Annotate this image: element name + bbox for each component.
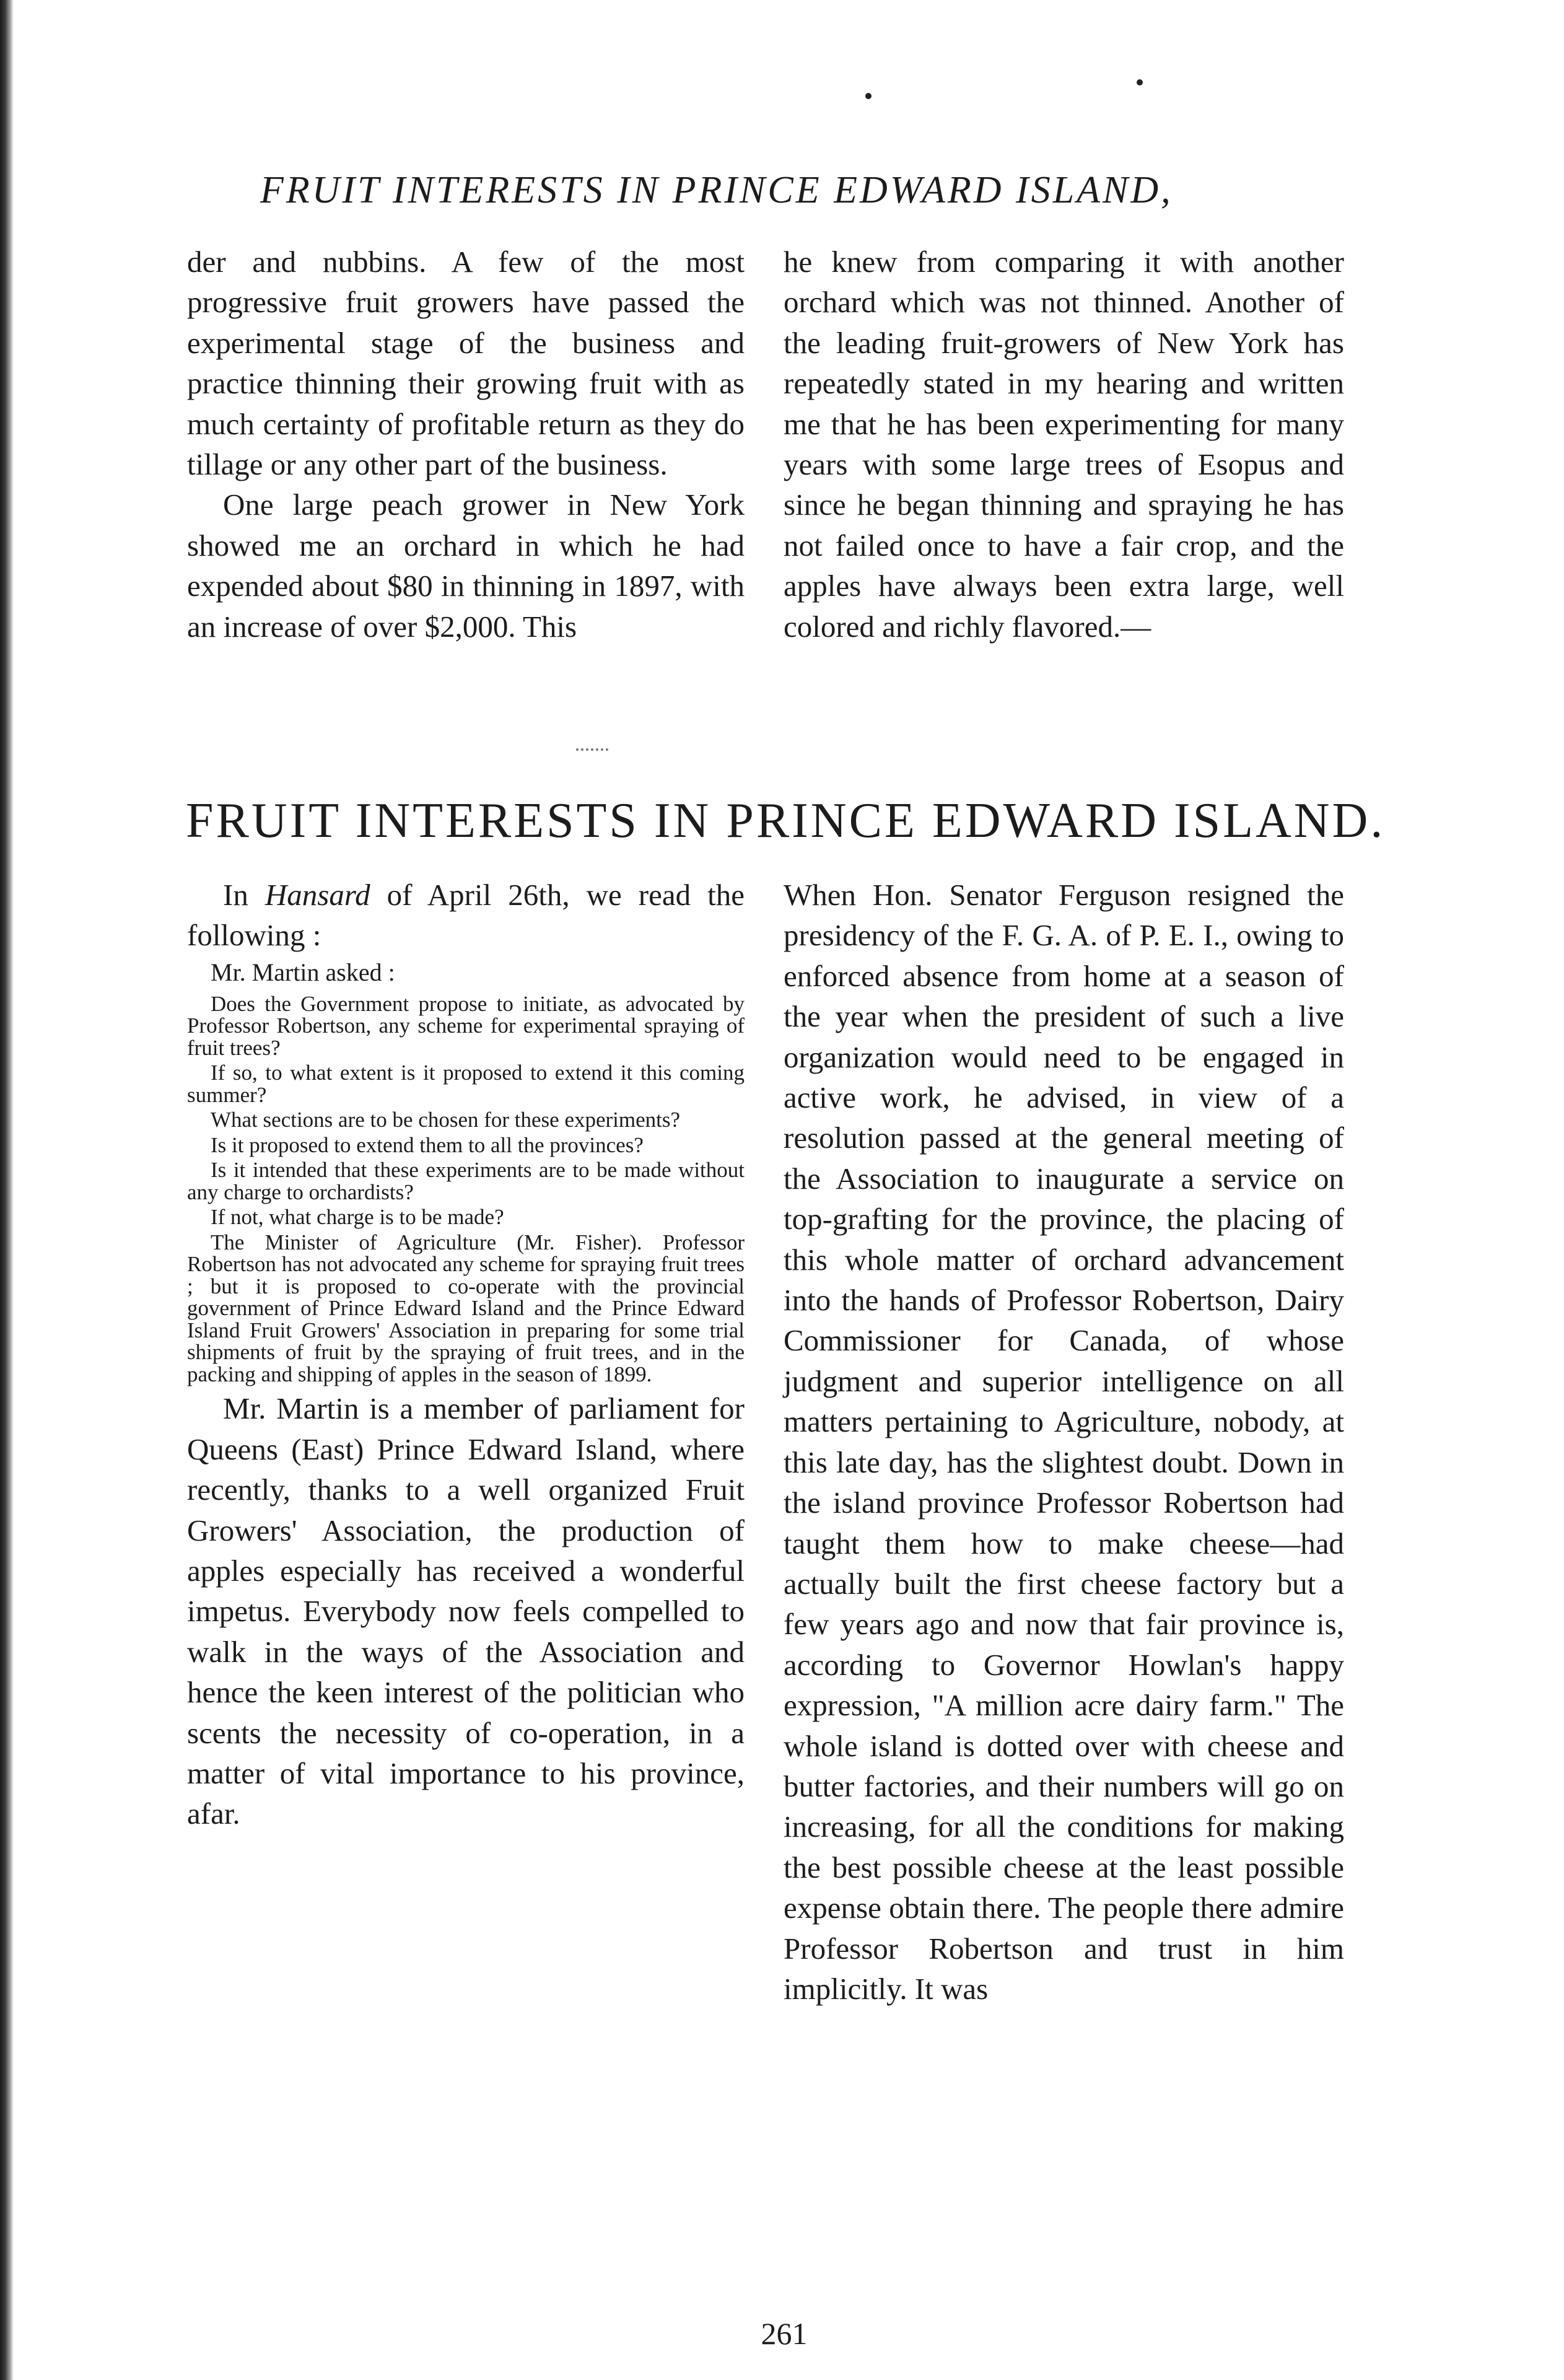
intro-suffix: of April 26th, we read the following : <box>187 878 745 953</box>
quote-line: Is it proposed to extend them to all the provinces? <box>211 1132 644 1157</box>
quote-line: What sections are to be chosen for these experiments? <box>211 1108 681 1132</box>
scan-speck <box>1137 79 1143 85</box>
article-left-column <box>187 875 745 1834</box>
paragraph: der and nubbins. A few of the most progressive fruit growers have passed the experimental stage of the business and practice thinning their growing fruit with as much certainty of profitable return as they do tillage or any other part of the business. <box>187 245 745 482</box>
article-title: FRUIT INTERESTS IN PRINCE EDWARD ISLAND. <box>186 794 1386 848</box>
quote-line: If not, what charge is to be made? <box>211 1205 504 1230</box>
quote-line: Does the Government propose to initiate, as advocated by Professor Robertson, any scheme for experimental spraying of fruit trees? <box>187 991 745 1060</box>
page-number: 261 <box>761 2316 808 2351</box>
paragraph: One large peach grower in New York showed me an orchard in which he had expended about $80 in thinning in 1897, with an increase of over $2,000. This <box>187 488 745 644</box>
section-divider <box>576 748 608 751</box>
intro-source: Hansard <box>264 878 370 912</box>
quote-line: The Minister of Agriculture (Mr. Fisher). Professor Robertson has not advocated any scheme for spraying fruit trees ; but it is proposed to co-operate with the provincial government of Prince Edward Island and the Prince Edward Island Fruit Growers' Association in preparing for some trial shipments of fruit by the spraying of fruit trees, and in the packing and shipping of apples in the season of 1899. <box>187 1230 745 1386</box>
hansard-quote <box>187 957 745 1386</box>
quote-line: If so, to what extent is it proposed to extend it this coming summer? <box>187 1061 745 1107</box>
paragraph: When Hon. Senator Ferguson resigned the presidency of the F. G. A. of P. E. I., owing to enforced absence from home at a season of the year when the president of such a live organization would need to be engaged in active work, he advised, in view of a resolution passed at the general meeting of the Association to inaugurate a service on top-grafting for the province, the placing of this whole matter of orchard advancement into the hands of Professor Robertson, Dairy Commissioner for Canada, of whose judgment and superior intelligence on all matters pertaining to Agriculture, nobody, at this late day, has the slightest doubt. Down in the island province Professor Robertson had taught them how to make cheese—had actually built the first cheese factory but a few years ago and now that fair province is, according to Governor Howlan's happy expression, "A million acre dairy farm." The whole island is dotted over with cheese and butter factories, and their numbers will go on increasing, for all the conditions for making the best possible cheese at the least possible expense obtain there. The people there admire Professor Robertson and trust in him implicitly. It was <box>784 878 1344 2006</box>
intro-prefix: In <box>223 878 265 912</box>
scan-edge <box>0 0 14 2380</box>
quote-lead: Mr. Martin asked : <box>211 958 395 986</box>
paragraph: he knew from comparing it with another orchard which was not thinned. Another of the leading fruit-growers of New York has repeatedly stated in my hearing and written me that he has been experimenting for many years with some large trees of Esopus and since he began thinning and spraying he has not failed once to have a fair crop, and the apples have always been extra large, well colored and richly flavored.— <box>784 245 1344 644</box>
scan-speck <box>865 93 872 99</box>
article-right-column <box>784 875 1344 2009</box>
previous-article-right-column <box>784 242 1344 647</box>
running-head: FRUIT INTERESTS IN PRINCE EDWARD ISLAND, <box>260 169 1173 211</box>
intro-paragraph <box>187 875 745 956</box>
previous-article-left-column <box>187 242 745 647</box>
quote-line: Is it intended that these experiments are to be made without any charge to orchardists? <box>187 1158 745 1204</box>
paragraph: Mr. Martin is a member of parliament for Queens (East) Prince Edward Island, where recently, thanks to a well organized Fruit Growers' Association, the production of apples especially has received a wonderful impetus. Everybody now feels compelled to walk in the ways of the Association and hence the keen interest of the politician who scents the necessity of co-operation, in a matter of vital importance to his province, afar. <box>187 1391 745 1831</box>
